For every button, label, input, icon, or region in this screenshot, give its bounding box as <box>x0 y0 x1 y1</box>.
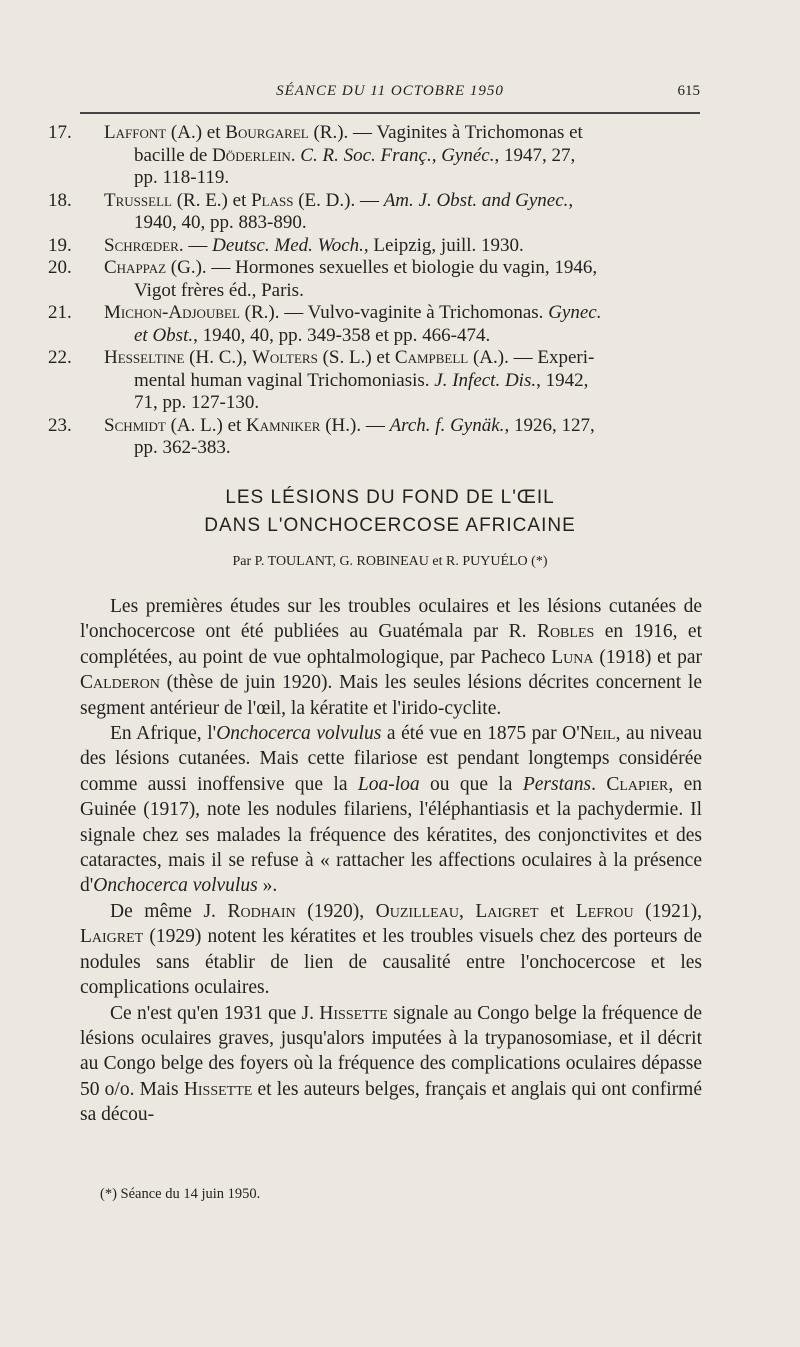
author: Chappaz <box>104 257 167 278</box>
author: Kamniker <box>246 414 321 436</box>
author-name: Laigret <box>80 926 144 948</box>
author-name: Robles <box>536 621 595 643</box>
species-name: Loa-loa <box>357 773 420 795</box>
author: Schrœder <box>104 234 179 256</box>
author-name: Hissette <box>319 1002 388 1024</box>
reference-item: 22. Hesseltine (H. C.), Wolters (S. L.) et Campbell (A.). — Experi- mental human vaginal Trichomoniasis. J. Infect. Dis., 1942, 71, pp. 127-130. <box>48 347 595 413</box>
paragraph: En Afrique, l'Onchocerca volvulus a été vue en 1875 par O'Neil, au niveau des lésions cutanées. Mais cette filariose est pendant longtemps considérée comme aussi inoffensive que la Loa-loa ou que la Perstans. Clapier, en Guinée (1917), note les nodules filariens, l'éléphantiasis et la pachydermie. Il signale chez ses malades la fréquence des kératites, des conjonctivites et des cataractes, mais il se refuse à « rattacher les affections oculaires à la présence d'Onchocerca volvulus ». <box>80 723 703 897</box>
running-header <box>80 80 700 114</box>
reference-number: 18. <box>48 189 72 211</box>
article-byline: Par P. TOULANT, G. ROBINEAU et R. PUYUÉLO (*) <box>232 554 548 569</box>
paragraph: Les premières études sur les troubles oculaires et les lésions cutanées de l'onchocercose ont été publiées au Guatémala par R. Robles en 1916, et complétées, au point de vue ophtalmologique, par Pacheco Luna (1918) et par Calderon (thèse de juin 1920). Mais les seules lésions décrites concernent le segment antérieur de l'œil, la kératite et l'irido-cyclite. <box>80 596 703 719</box>
journal-title: Deutsc. Med. Woch. <box>212 234 364 256</box>
author: Plass <box>251 189 294 211</box>
reference-list <box>48 122 704 460</box>
author-name: Clapier <box>606 773 669 795</box>
reference-item: 20. Chappaz (G.). — Hormones sexuelles et biologie du vagin, 1946, Vigot frères éd., Paris. <box>48 257 598 301</box>
reference-number: 19. <box>48 234 72 256</box>
author: Campbell <box>394 347 469 368</box>
paragraph: Ce n'est qu'en 1931 que J. Hissette signale au Congo belge la fréquence de lésions oculaires graves, jusqu'alors imputées à la trypanosomiase, et il décrit au Congo belge des foyers où la fréquence des complications oculaires dépasse 50 o/o. Mais Hissette et les auteurs belges, français et anglais qui ont confirmé sa décou- <box>80 1002 702 1126</box>
species-name: Onchocerca volvulus <box>216 723 382 745</box>
reference-number: 22. <box>48 347 72 368</box>
journal-title: Gynec. <box>548 302 602 323</box>
footnote: (*) Séance du 14 juin 1950. <box>100 1186 261 1202</box>
species-name: Onchocerca volvulus <box>93 875 258 897</box>
author-name: Neil <box>579 723 616 745</box>
reference-item: 21. Michon-Adjoubel (R.). — Vulvo-vaginite à Trichomonas. Gynec. et Obst., 1940, 40, pp. 349-358 et pp. 466-474. <box>48 302 602 346</box>
reference-item: 18. Trussell (R. E.) et Plass (E. D.). — Am. J. Obst. and Gynec., 1940, 40, pp. 883-890. <box>48 189 574 233</box>
author-name: Rodhain <box>227 900 296 922</box>
species-name: Perstans <box>522 773 592 795</box>
author: Laffont <box>104 122 167 143</box>
author-name: Luna <box>551 646 594 668</box>
author: Döderlein <box>212 144 291 166</box>
reference-item: 23. Schmidt (A. L.) et Kamniker (H.). — Arch. f. Gynäk., 1926, 127, pp. 362-383. <box>48 414 595 458</box>
reference-number: 21. <box>48 302 72 323</box>
page-number: 615 <box>677 83 700 99</box>
reference-item: 19. Schrœder. — Deutsc. Med. Woch., Leipzig, juill. 1930. <box>48 234 524 256</box>
reference-number: 20. <box>48 257 72 278</box>
reference-item: 17. Laffont (A.) et Bourgarel (R.). — Vaginites à Trichomonas et bacille de Döderlein. C. R. Soc. Franç., Gynéc., 1947, 27, pp. 118-119. <box>48 122 583 188</box>
author-name: Calderon <box>80 672 160 694</box>
article-title <box>80 484 700 540</box>
journal-title: Am. J. Obst. and Gynec. <box>383 189 569 211</box>
author-name: Lefrou <box>575 900 634 922</box>
author-name: Hissette <box>183 1078 253 1100</box>
author: Schmidt <box>104 414 166 436</box>
author-name: Ouzilleau <box>375 900 459 922</box>
header-title: SÉANCE DU 11 OCTOBRE 1950 <box>276 83 504 99</box>
author: Hesseltine <box>104 347 185 368</box>
journal-title: et Obst. <box>134 324 194 346</box>
reference-number: 17. <box>48 122 72 143</box>
journal-title: Arch. f. Gynäk. <box>389 414 505 436</box>
author: Trussell <box>104 189 172 211</box>
article-body <box>80 594 702 1128</box>
journal-title: J. Infect. Dis. <box>434 369 537 391</box>
paragraph: De même J. Rodhain (1920), Ouzilleau, Laigret et Lefrou (1921), Laigret (1929) notent les kératites et les troubles visuels chez des porteurs de nodules sans établir de lien de causalité entre l'onchocercose et les complications oculaires. <box>80 900 702 999</box>
reference-number: 23. <box>48 414 72 436</box>
journal-title: C. R. Soc. Franç., Gynéc. <box>300 144 495 166</box>
article-title-line-1: LES LÉSIONS DU FOND DE L'ŒIL <box>225 487 555 508</box>
author: Wolters <box>251 347 318 368</box>
author-name: Laigret <box>475 900 539 922</box>
author: Bourgarel <box>225 122 309 143</box>
author: Michon-Adjoubel <box>104 302 240 323</box>
article-title-line-2: DANS L'ONCHOCERCOSE AFRICAINE <box>204 515 576 536</box>
